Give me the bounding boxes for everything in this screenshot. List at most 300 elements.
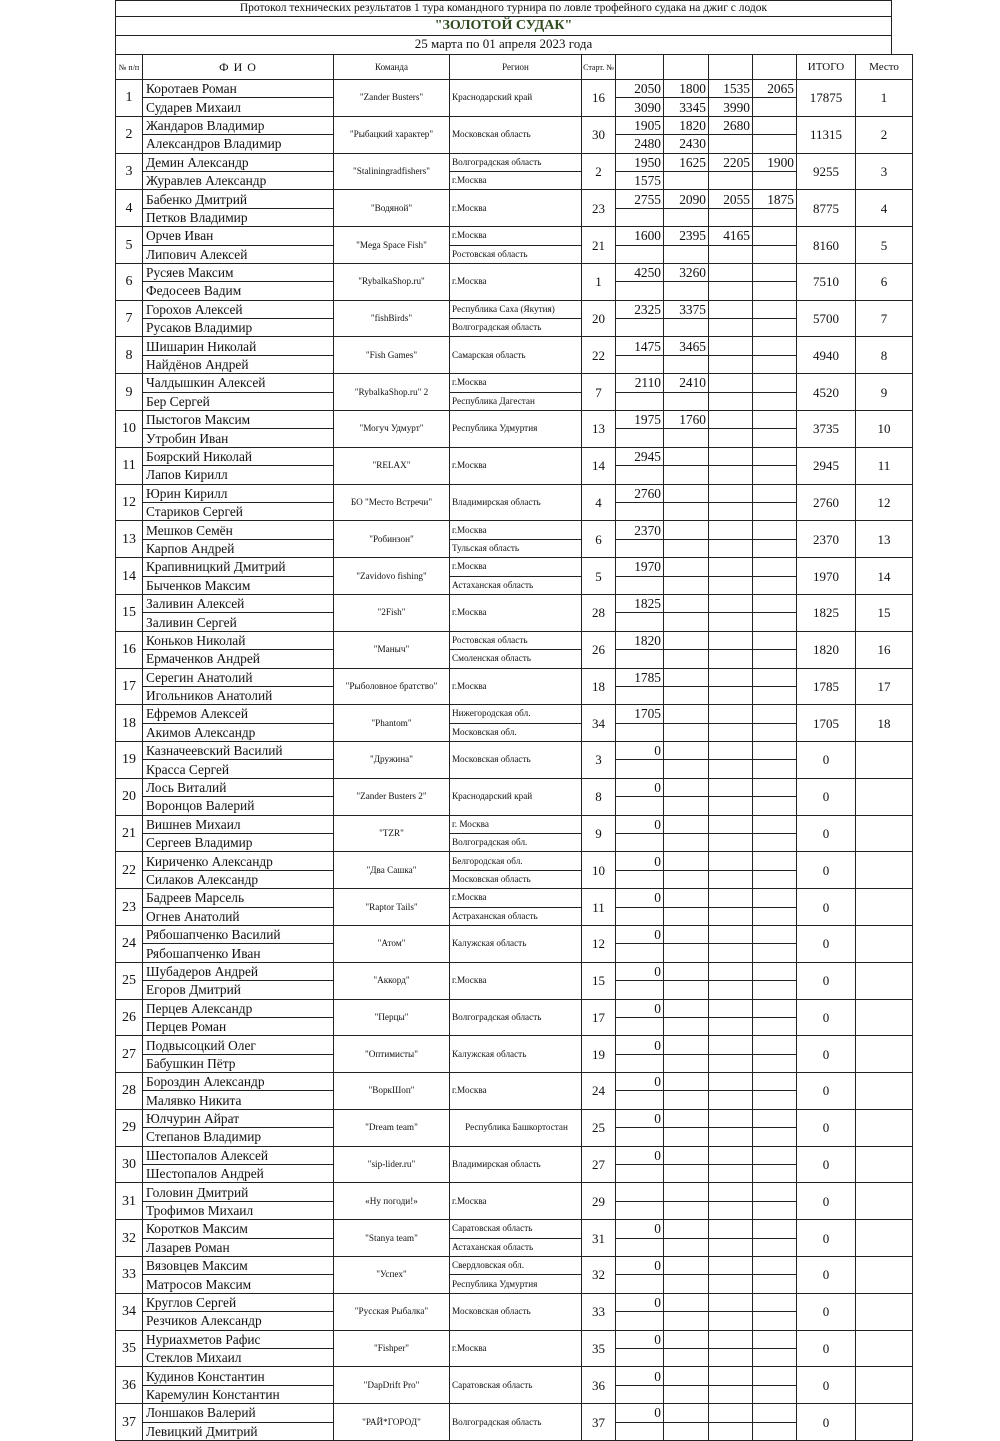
place: 15 — [856, 594, 913, 631]
start-number: 7 — [582, 374, 616, 411]
catch-weight — [753, 1422, 797, 1440]
catch-weight — [616, 797, 664, 815]
team-row-first-angler — [116, 668, 913, 686]
row-number: 9 — [116, 374, 143, 411]
row-number: 33 — [116, 1257, 143, 1294]
catch-weight — [616, 539, 664, 557]
catch-weight — [753, 208, 797, 226]
catch-weight — [709, 1404, 753, 1422]
catch-weight — [709, 1312, 753, 1330]
team-name: "Zander Busters" — [334, 80, 450, 117]
catch-weight: 0 — [616, 1146, 664, 1164]
team-name: "Fishper" — [334, 1330, 450, 1367]
team-row-second-angler — [116, 834, 913, 852]
start-number: 21 — [582, 227, 616, 264]
total-weight: 0 — [797, 999, 856, 1036]
catch-weight — [709, 1257, 753, 1275]
catch-weight — [664, 778, 709, 796]
region: Республика Башкортостан — [450, 1109, 582, 1146]
catch-weight — [616, 466, 664, 484]
region: Волгоградская область — [450, 1404, 582, 1441]
angler-name: Каремулин Константин — [143, 1385, 334, 1403]
catch-weight — [709, 1128, 753, 1146]
catch-weight — [709, 1091, 753, 1109]
catch-weight — [616, 1238, 664, 1256]
region: г.Москва — [450, 668, 582, 705]
team-row-first-angler — [116, 889, 913, 907]
total-weight: 0 — [797, 815, 856, 852]
place — [856, 1146, 913, 1183]
total-weight: 0 — [797, 1183, 856, 1220]
region: Астраханская область — [450, 907, 582, 925]
team-row-first-angler — [116, 1404, 913, 1422]
protocol-header — [115, 0, 892, 54]
angler-name: Шестопалов Андрей — [143, 1165, 334, 1183]
catch-weight — [753, 797, 797, 815]
team-row-first-angler — [116, 999, 913, 1017]
catch-weight — [709, 521, 753, 539]
angler-name: Серегин Анатолий — [143, 668, 334, 686]
catch-weight — [753, 1109, 797, 1127]
catch-weight — [709, 668, 753, 686]
catch-weight — [664, 944, 709, 962]
catch-weight — [709, 650, 753, 668]
place: 17 — [856, 668, 913, 705]
team-row-second-angler — [116, 539, 913, 557]
team-name: "Phantom" — [334, 705, 450, 742]
catch-weight — [753, 705, 797, 723]
catch-weight — [709, 135, 753, 153]
angler-name: Демин Александр — [143, 153, 334, 171]
catch-weight — [753, 1367, 797, 1385]
place — [856, 1073, 913, 1110]
catch-weight — [753, 668, 797, 686]
total-weight: 0 — [797, 1073, 856, 1110]
catch-weight — [753, 1385, 797, 1403]
angler-name: Коньков Николай — [143, 631, 334, 649]
catch-weight — [753, 631, 797, 649]
catch-weight — [753, 429, 797, 447]
team-name: "Fish Games" — [334, 337, 450, 374]
catch-weight — [709, 392, 753, 410]
catch-weight — [709, 1238, 753, 1256]
catch-weight — [709, 1183, 753, 1201]
start-number: 3 — [582, 742, 616, 779]
catch-weight — [664, 576, 709, 594]
place — [856, 1367, 913, 1404]
region: г.Москва — [450, 374, 582, 392]
catch-weight: 1820 — [664, 116, 709, 134]
catch-weight: 3090 — [616, 98, 664, 116]
catch-weight — [753, 319, 797, 337]
row-number: 19 — [116, 742, 143, 779]
catch-weight — [616, 1312, 664, 1330]
row-number: 13 — [116, 521, 143, 558]
region: Ростовская область — [450, 631, 582, 649]
region: г. Москва — [450, 815, 582, 833]
catch-weight — [709, 834, 753, 852]
team-name: "Оптимисты" — [334, 1036, 450, 1073]
team-name: "РАЙ*ГОРОД" — [334, 1404, 450, 1441]
row-number: 30 — [116, 1146, 143, 1183]
catch-weight — [753, 1036, 797, 1054]
angler-name: Бабенко Дмитрий — [143, 190, 334, 208]
catch-weight — [753, 98, 797, 116]
catch-weight — [616, 834, 664, 852]
catch-weight — [709, 1422, 753, 1440]
catch-weight — [664, 429, 709, 447]
catch-weight — [616, 208, 664, 226]
total-weight: 1785 — [797, 668, 856, 705]
team-name: "DapDrift Pro" — [334, 1367, 450, 1404]
catch-weight: 1760 — [664, 411, 709, 429]
catch-weight — [616, 907, 664, 925]
region: г.Москва — [450, 1073, 582, 1110]
row-number: 12 — [116, 484, 143, 521]
row-number: 3 — [116, 153, 143, 190]
catch-weight — [709, 411, 753, 429]
catch-weight — [616, 1422, 664, 1440]
catch-weight — [753, 723, 797, 741]
start-number: 12 — [582, 925, 616, 962]
catch-weight: 1535 — [709, 80, 753, 98]
catch-weight — [709, 1054, 753, 1072]
region: г.Москва — [450, 962, 582, 999]
catch-weight — [753, 171, 797, 189]
catch-weight — [753, 1073, 797, 1091]
place: 7 — [856, 300, 913, 337]
catch-weight — [753, 1017, 797, 1035]
region: г.Москва — [450, 447, 582, 484]
row-number: 34 — [116, 1293, 143, 1330]
catch-weight — [709, 300, 753, 318]
team-row-first-angler — [116, 925, 913, 943]
angler-name: Перцев Александр — [143, 999, 334, 1017]
catch-weight — [753, 1146, 797, 1164]
angler-name: Стариков Сергей — [143, 502, 334, 520]
start-number: 37 — [582, 1404, 616, 1441]
team-name: "TZR" — [334, 815, 450, 852]
team-name: "sip-lider.ru" — [334, 1146, 450, 1183]
catch-weight — [616, 502, 664, 520]
region: г.Москва — [450, 227, 582, 245]
place — [856, 742, 913, 779]
angler-name: Рябошапченко Иван — [143, 944, 334, 962]
catch-weight — [753, 1183, 797, 1201]
angler-name: Вишнев Михаил — [143, 815, 334, 833]
region: Ростовская область — [450, 245, 582, 263]
catch-weight: 2760 — [616, 484, 664, 502]
catch-weight — [616, 282, 664, 300]
team-row-first-angler — [116, 1220, 913, 1238]
catch-weight — [753, 834, 797, 852]
team-name: "Атом" — [334, 925, 450, 962]
catch-weight — [664, 1220, 709, 1238]
catch-weight — [664, 797, 709, 815]
catch-weight — [709, 576, 753, 594]
catch-weight: 1950 — [616, 153, 664, 171]
place — [856, 1330, 913, 1367]
catch-weight — [753, 1238, 797, 1256]
angler-name: Коротаев Роман — [143, 80, 334, 98]
angler-name: Заливин Сергей — [143, 613, 334, 631]
total-weight: 0 — [797, 1257, 856, 1294]
catch-weight: 1900 — [753, 153, 797, 171]
catch-weight — [664, 760, 709, 778]
catch-weight: 1705 — [616, 705, 664, 723]
catch-weight — [753, 521, 797, 539]
catch-weight — [753, 576, 797, 594]
angler-name: Воронцов Валерий — [143, 797, 334, 815]
row-number: 25 — [116, 962, 143, 999]
place: 18 — [856, 705, 913, 742]
catch-weight — [753, 1312, 797, 1330]
catch-weight — [753, 1348, 797, 1366]
team-row-first-angler — [116, 631, 913, 649]
angler-name: Головин Дмитрий — [143, 1183, 334, 1201]
region: Краснодарский край — [450, 80, 582, 117]
start-number: 33 — [582, 1293, 616, 1330]
place: 1 — [856, 80, 913, 117]
angler-name: Утробин Иван — [143, 429, 334, 447]
catch-weight: 0 — [616, 778, 664, 796]
angler-name: Стеклов Михаил — [143, 1348, 334, 1366]
row-number: 29 — [116, 1109, 143, 1146]
catch-weight — [753, 1330, 797, 1348]
catch-weight: 1600 — [616, 227, 664, 245]
region: Смоленская область — [450, 650, 582, 668]
start-number: 15 — [582, 962, 616, 999]
team-row-second-angler — [116, 870, 913, 888]
catch-weight — [709, 374, 753, 392]
angler-name: Бер Сергей — [143, 392, 334, 410]
angler-name: Юрин Кирилл — [143, 484, 334, 502]
catch-weight — [709, 319, 753, 337]
total-weight: 1970 — [797, 558, 856, 595]
catch-weight — [616, 1348, 664, 1366]
catch-weight: 4165 — [709, 227, 753, 245]
angler-name: Лазарев Роман — [143, 1238, 334, 1256]
start-number: 29 — [582, 1183, 616, 1220]
catch-weight — [709, 760, 753, 778]
catch-weight — [709, 208, 753, 226]
catch-weight: 2055 — [709, 190, 753, 208]
catch-weight — [664, 319, 709, 337]
catch-weight: 1905 — [616, 116, 664, 134]
angler-name: Игольников Анатолий — [143, 686, 334, 704]
place — [856, 999, 913, 1036]
catch-weight — [664, 539, 709, 557]
region: Волгоградская область — [450, 999, 582, 1036]
catch-weight — [709, 925, 753, 943]
catch-weight — [709, 631, 753, 649]
row-number: 18 — [116, 705, 143, 742]
team-name: "Staliningradfishers" — [334, 153, 450, 190]
catch-weight — [709, 944, 753, 962]
team-name: "Рыбацкий характер" — [334, 116, 450, 153]
start-number: 13 — [582, 411, 616, 448]
place: 14 — [856, 558, 913, 595]
catch-weight: 2325 — [616, 300, 664, 318]
region: г.Москва — [450, 521, 582, 539]
angler-name: Шубадеров Андрей — [143, 962, 334, 980]
catch-weight — [753, 1165, 797, 1183]
place — [856, 1109, 913, 1146]
angler-name: Красса Сергей — [143, 760, 334, 778]
catch-weight — [616, 870, 664, 888]
angler-name: Матросов Максим — [143, 1275, 334, 1293]
catch-weight — [664, 1073, 709, 1091]
angler-name: Егоров Дмитрий — [143, 981, 334, 999]
catch-weight — [709, 742, 753, 760]
region: Республика Удмуртия — [450, 1275, 582, 1293]
catch-weight — [664, 1348, 709, 1366]
col-header-no: № п/п — [116, 55, 143, 80]
team-row-first-angler — [116, 1036, 913, 1054]
col-header-region: Регион — [450, 55, 582, 80]
catch-weight — [709, 1220, 753, 1238]
region: г.Москва — [450, 190, 582, 227]
col-header-total: ИТОГО — [797, 55, 856, 80]
catch-weight: 1970 — [616, 558, 664, 576]
angler-name: Резчиков Александр — [143, 1312, 334, 1330]
catch-weight: 2205 — [709, 153, 753, 171]
start-number: 16 — [582, 80, 616, 117]
col-header-start: Старт. № — [582, 55, 616, 80]
team-name: "Dream team" — [334, 1109, 450, 1146]
total-weight: 0 — [797, 1146, 856, 1183]
catch-weight — [709, 1109, 753, 1127]
region: Нижегородская обл. — [450, 705, 582, 723]
catch-weight — [664, 1109, 709, 1127]
catch-weight: 1975 — [616, 411, 664, 429]
angler-name: Степанов Владимир — [143, 1128, 334, 1146]
region: Республика Саха (Якутия) — [450, 300, 582, 318]
team-row-first-angler — [116, 742, 913, 760]
place — [856, 778, 913, 815]
catch-weight — [616, 1054, 664, 1072]
angler-name: Александров Владимир — [143, 135, 334, 153]
catch-weight — [753, 1201, 797, 1219]
region: Калужская область — [450, 1036, 582, 1073]
total-weight: 0 — [797, 778, 856, 815]
place: 16 — [856, 631, 913, 668]
row-number: 28 — [116, 1073, 143, 1110]
region: Самарская область — [450, 337, 582, 374]
total-weight: 0 — [797, 1404, 856, 1441]
catch-weight: 2410 — [664, 374, 709, 392]
angler-name: Сударев Михаил — [143, 98, 334, 116]
catch-weight — [753, 925, 797, 943]
angler-name: Мешков Семён — [143, 521, 334, 539]
catch-weight — [753, 539, 797, 557]
catch-weight — [616, 245, 664, 263]
row-number: 8 — [116, 337, 143, 374]
region: Волгоградская обл. — [450, 834, 582, 852]
place — [856, 1293, 913, 1330]
results-body — [116, 80, 913, 1441]
catch-weight: 0 — [616, 1257, 664, 1275]
total-weight: 0 — [797, 1220, 856, 1257]
row-number: 17 — [116, 668, 143, 705]
catch-weight: 2370 — [616, 521, 664, 539]
team-row-second-angler — [116, 392, 913, 410]
start-number: 23 — [582, 190, 616, 227]
place — [856, 925, 913, 962]
region: Волгоградская область — [450, 153, 582, 171]
total-weight: 0 — [797, 962, 856, 999]
total-weight: 8160 — [797, 227, 856, 264]
col-header-weight-2 — [664, 55, 709, 80]
start-number: 31 — [582, 1220, 616, 1257]
region: г.Москва — [450, 889, 582, 907]
start-number: 19 — [582, 1036, 616, 1073]
catch-weight: 2945 — [616, 447, 664, 465]
catch-weight — [753, 852, 797, 870]
row-number: 11 — [116, 447, 143, 484]
place — [856, 1257, 913, 1294]
catch-weight — [709, 1201, 753, 1219]
row-number: 7 — [116, 300, 143, 337]
total-weight: 2945 — [797, 447, 856, 484]
team-name: БО "Место Встречи" — [334, 484, 450, 521]
row-number: 14 — [116, 558, 143, 595]
team-row-first-angler — [116, 374, 913, 392]
team-row-first-angler — [116, 484, 913, 502]
catch-weight: 2090 — [664, 190, 709, 208]
team-row-second-angler — [116, 245, 913, 263]
region: Республика Дагестан — [450, 392, 582, 410]
catch-weight — [753, 815, 797, 833]
catch-weight — [753, 962, 797, 980]
region: Саратовская область — [450, 1367, 582, 1404]
team-row-first-angler — [116, 778, 913, 796]
row-number: 26 — [116, 999, 143, 1036]
row-number: 10 — [116, 411, 143, 448]
row-number: 31 — [116, 1183, 143, 1220]
catch-weight — [753, 686, 797, 704]
team-name: "Маныч" — [334, 631, 450, 668]
team-row-first-angler — [116, 558, 913, 576]
team-row-first-angler — [116, 1183, 913, 1201]
start-number: 34 — [582, 705, 616, 742]
team-name: "Аккорд" — [334, 962, 450, 999]
place: 9 — [856, 374, 913, 411]
angler-name: Крапивницкий Дмитрий — [143, 558, 334, 576]
angler-name: Ефремов Алексей — [143, 705, 334, 723]
place: 2 — [856, 116, 913, 153]
region: Московская обл. — [450, 723, 582, 741]
angler-name: Русаков Владимир — [143, 319, 334, 337]
start-number: 6 — [582, 521, 616, 558]
catch-weight — [709, 484, 753, 502]
region: г.Москва — [450, 1330, 582, 1367]
catch-weight — [753, 116, 797, 134]
angler-name: Малявко Никита — [143, 1091, 334, 1109]
catch-weight — [664, 1146, 709, 1164]
catch-weight — [616, 944, 664, 962]
catch-weight: 0 — [616, 1293, 664, 1311]
team-row-second-angler — [116, 1275, 913, 1293]
angler-name: Русяев Максим — [143, 263, 334, 281]
catch-weight — [616, 1183, 664, 1201]
col-header-weight-1 — [616, 55, 664, 80]
row-number: 23 — [116, 889, 143, 926]
catch-weight: 0 — [616, 1109, 664, 1127]
catch-weight — [664, 447, 709, 465]
catch-weight — [664, 613, 709, 631]
catch-weight — [616, 1201, 664, 1219]
